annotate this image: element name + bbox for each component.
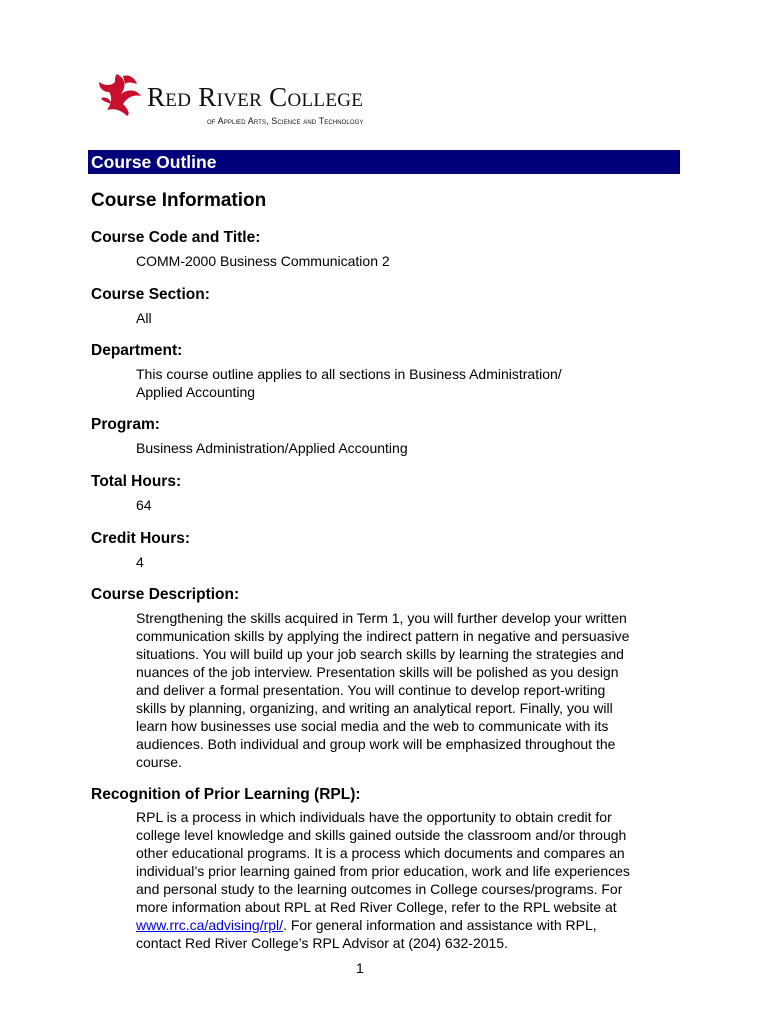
rpl-line: more information about RPL at Red River College, refer to the RPL website at xyxy=(136,899,617,915)
credit-hours-label: Credit Hours: xyxy=(91,530,191,547)
rpl-website-link[interactable]: www.rrc.ca/advising/rpl/ xyxy=(136,917,284,933)
course-section-value: All xyxy=(136,310,152,326)
program-value: Business Administration/Applied Accounting xyxy=(136,440,408,456)
department-line: This course outline applies to all sections in Business Administration/ xyxy=(136,366,562,382)
course-code-label: Course Code and Title: xyxy=(91,229,261,246)
department-line: Applied Accounting xyxy=(136,384,256,400)
college-name: Red River College xyxy=(147,82,364,112)
rpl-text xyxy=(136,808,676,952)
rpl-link-line xyxy=(136,916,676,934)
department-label: Department: xyxy=(91,342,183,359)
description-line: and deliver a formal presentation. You will continue to develop report-writing xyxy=(136,682,606,698)
college-subtitle: of Applied Arts, Science and Technology xyxy=(207,116,364,126)
course-description-text xyxy=(136,609,676,771)
rpl-line: contact Red River College’s RPL Advisor at (204) 632-2015. xyxy=(136,935,508,951)
page-number: 1 xyxy=(356,960,364,976)
department-value xyxy=(136,365,676,401)
total-hours-label: Total Hours: xyxy=(91,473,182,490)
rpl-label: Recognition of Prior Learning (RPL): xyxy=(91,786,361,803)
rpl-line: and personal study to the learning outcomes in College courses/programs. For xyxy=(136,881,623,897)
course-section-label: Course Section: xyxy=(91,286,210,303)
section-heading: Course Information xyxy=(91,190,267,211)
description-line: nuances of the job interview. Presentation skills will be polished as you design xyxy=(136,664,619,680)
description-line: situations. You will build up your job search skills by learning the strategies and xyxy=(136,646,624,662)
description-line: Strengthening the skills acquired in Term 1, you will further develop your written xyxy=(136,610,627,626)
description-line: skills by planning, organizing, and writing an analytical report. Finally, you will xyxy=(136,700,613,716)
rpl-after-link: . For general information and assistance with RPL, xyxy=(283,917,597,933)
credit-hours-value: 4 xyxy=(136,554,144,570)
description-line: audiences. Both individual and group work will be emphasized throughout the xyxy=(136,736,616,752)
course-outline-banner: Course Outline xyxy=(88,150,680,174)
course-description-label: Course Description: xyxy=(91,586,240,603)
college-crest-icon xyxy=(97,70,145,118)
description-line: learn how businesses use social media and the web to communicate with its xyxy=(136,718,609,734)
rpl-line: college level knowledge and skills gained outside the classroom and/or through xyxy=(136,827,627,843)
rpl-line: RPL is a process in which individuals have the opportunity to obtain credit for xyxy=(136,809,612,825)
program-label: Program: xyxy=(91,416,160,433)
description-line: communication skills by applying the indirect pattern in negative and persuasive xyxy=(136,628,630,644)
description-line: course. xyxy=(136,754,182,770)
total-hours-value: 64 xyxy=(136,497,152,513)
rpl-line: other educational programs. It is a process which documents and compares an xyxy=(136,845,625,861)
course-code-value: COMM-2000 Business Communication 2 xyxy=(136,253,390,269)
college-logo xyxy=(97,70,407,132)
rpl-line: individual’s prior learning gained from prior education, work and life experiences xyxy=(136,863,630,879)
